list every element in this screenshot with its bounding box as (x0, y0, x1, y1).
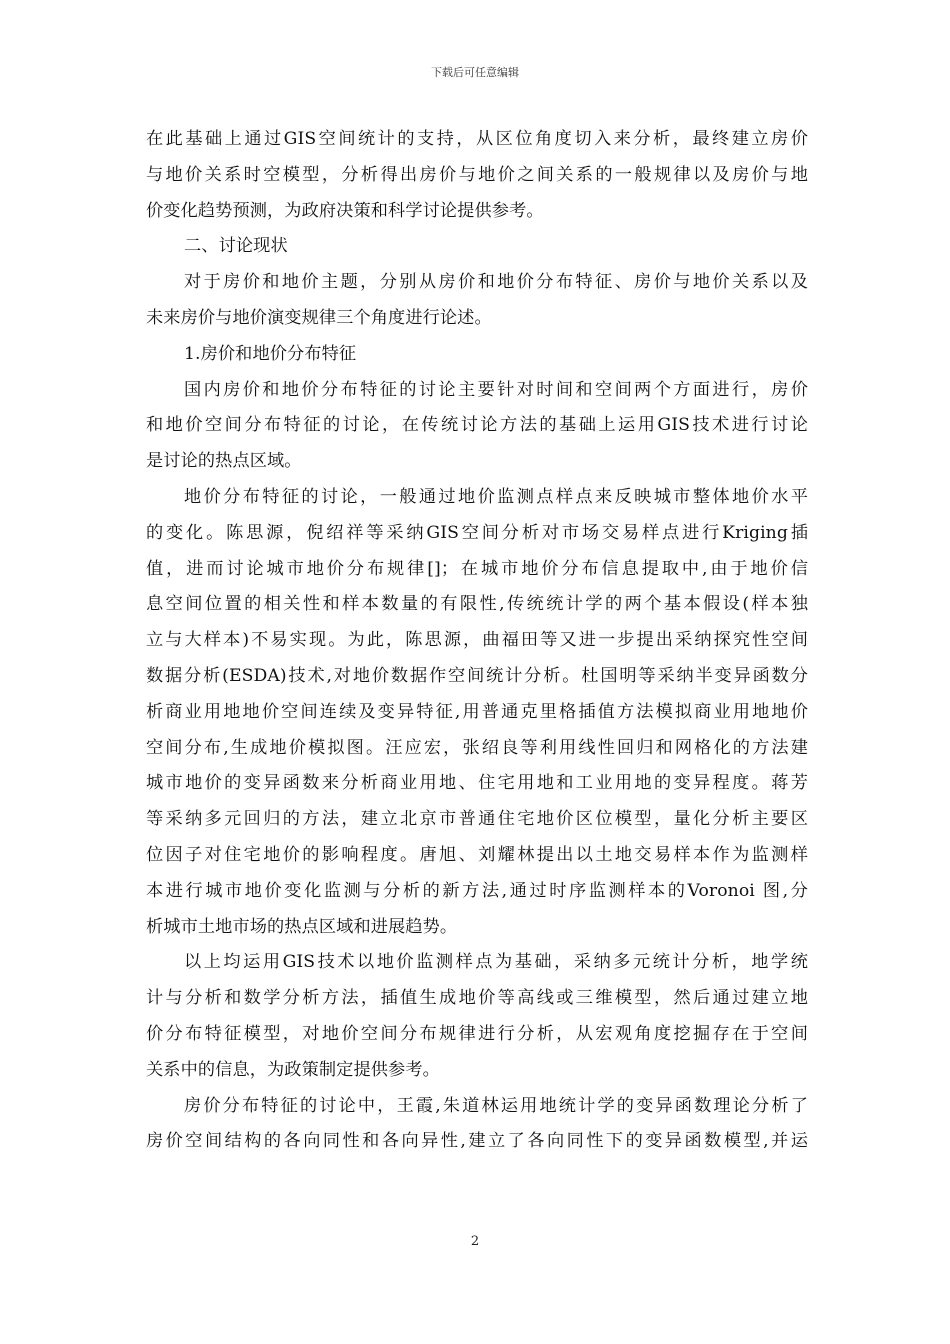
text-line: 在此基础上通过GIS空间统计的支持，从区位角度切入来分析，最终建立房价 (146, 129, 808, 149)
text-line: 房价空间结构的各向同性和各向异性,建立了各向同性下的变异函数模型,并运 (146, 1131, 808, 1152)
text-line: 空间分布,生成地价模拟图。汪应宏，张绍良等利用线性回归和网格化的方法建 (146, 737, 808, 758)
text-line: 计与分析和数学分析方法，插值生成地价等高线或三维模型，然后通过建立地 (146, 988, 808, 1009)
text-line: 析城市土地市场的热点区域和进展趋势。 (146, 916, 458, 937)
text-line: 房价分布特征的讨论中，王霞,朱道林运用地统计学的变异函数理论分析了 (184, 1095, 808, 1116)
text-line: 国内房价和地价分布特征的讨论主要针对时间和空间两个方面进行，房价 (184, 379, 808, 400)
text-line: 关系中的信息，为政策制定提供参考。 (146, 1059, 440, 1080)
text-line: 息空间位置的相关性和样本数量的有限性,传统统计学的两个基本假设(样本独 (146, 594, 808, 615)
page-number: 2 (470, 1234, 480, 1249)
text-line: 价分布特征模型，对地价空间分布规律进行分析，从宏观角度挖掘存在于空间 (146, 1023, 808, 1044)
text-line: 地价分布特征的讨论，一般通过地价监测点样点来反映城市整体地价水平 (184, 486, 808, 507)
text-line: 以上均运用GIS技术以地价监测样点为基础，采纳多元统计分析，地学统 (184, 952, 808, 973)
text-line: 是讨论的热点区域。 (146, 451, 302, 472)
text-line: 对于房价和地价主题，分别从房价和地价分布特征、房价与地价关系以及 (184, 272, 808, 293)
text-line: 立与大样本)不易实现。为此，陈思源，曲福田等又进一步提出采纳探究性空间 (146, 630, 808, 651)
text-line: 值，进而讨论城市地价分布规律[]；在城市地价分布信息提取中,由于地价信 (146, 558, 808, 579)
section-heading: 二、讨论现状 (184, 236, 288, 257)
text-line: 未来房价与地价演变规律三个角度进行论述。 (146, 307, 492, 328)
document-body (146, 122, 808, 1160)
text-line: 等采纳多元回归的方法，建立北京市普通住宅地价区位模型，量化分析主要区 (146, 809, 808, 830)
text-line: 位因子对住宅地价的影响程度。唐旭、刘耀林提出以土地交易样本作为监测样 (146, 844, 808, 865)
text-line: 数据分析(ESDA)技术,对地价数据作空间统计分析。杜国明等采纳半变异函数分 (146, 665, 808, 686)
subsection-heading: 1.房价和地价分布特征 (184, 343, 357, 364)
text-line: 与地价关系时空模型，分析得出房价与地价之间关系的一般规律以及房价与地 (146, 164, 808, 185)
text-line: 本进行城市地价变化监测与分析的新方法,通过时序监测样本的Voronoi 图,分 (146, 880, 808, 901)
page-header: 下载后可任意编辑 (431, 66, 519, 79)
text-line: 的变化。陈思源，倪绍祥等采纳GIS空间分析对市场交易样点进行Kriging插 (146, 522, 808, 543)
text-line: 和地价空间分布特征的讨论，在传统讨论方法的基础上运用GIS技术进行讨论 (146, 415, 808, 436)
text-line: 城市地价的变异函数来分析商业用地、住宅用地和工业用地的变异程度。蒋芳 (146, 773, 808, 794)
text-line: 析商业用地地价空间连续及变异特征,用普通克里格插值方法模拟商业用地地价 (146, 701, 808, 722)
text-line: 价变化趋势预测，为政府决策和科学讨论提供参考。 (146, 200, 544, 221)
